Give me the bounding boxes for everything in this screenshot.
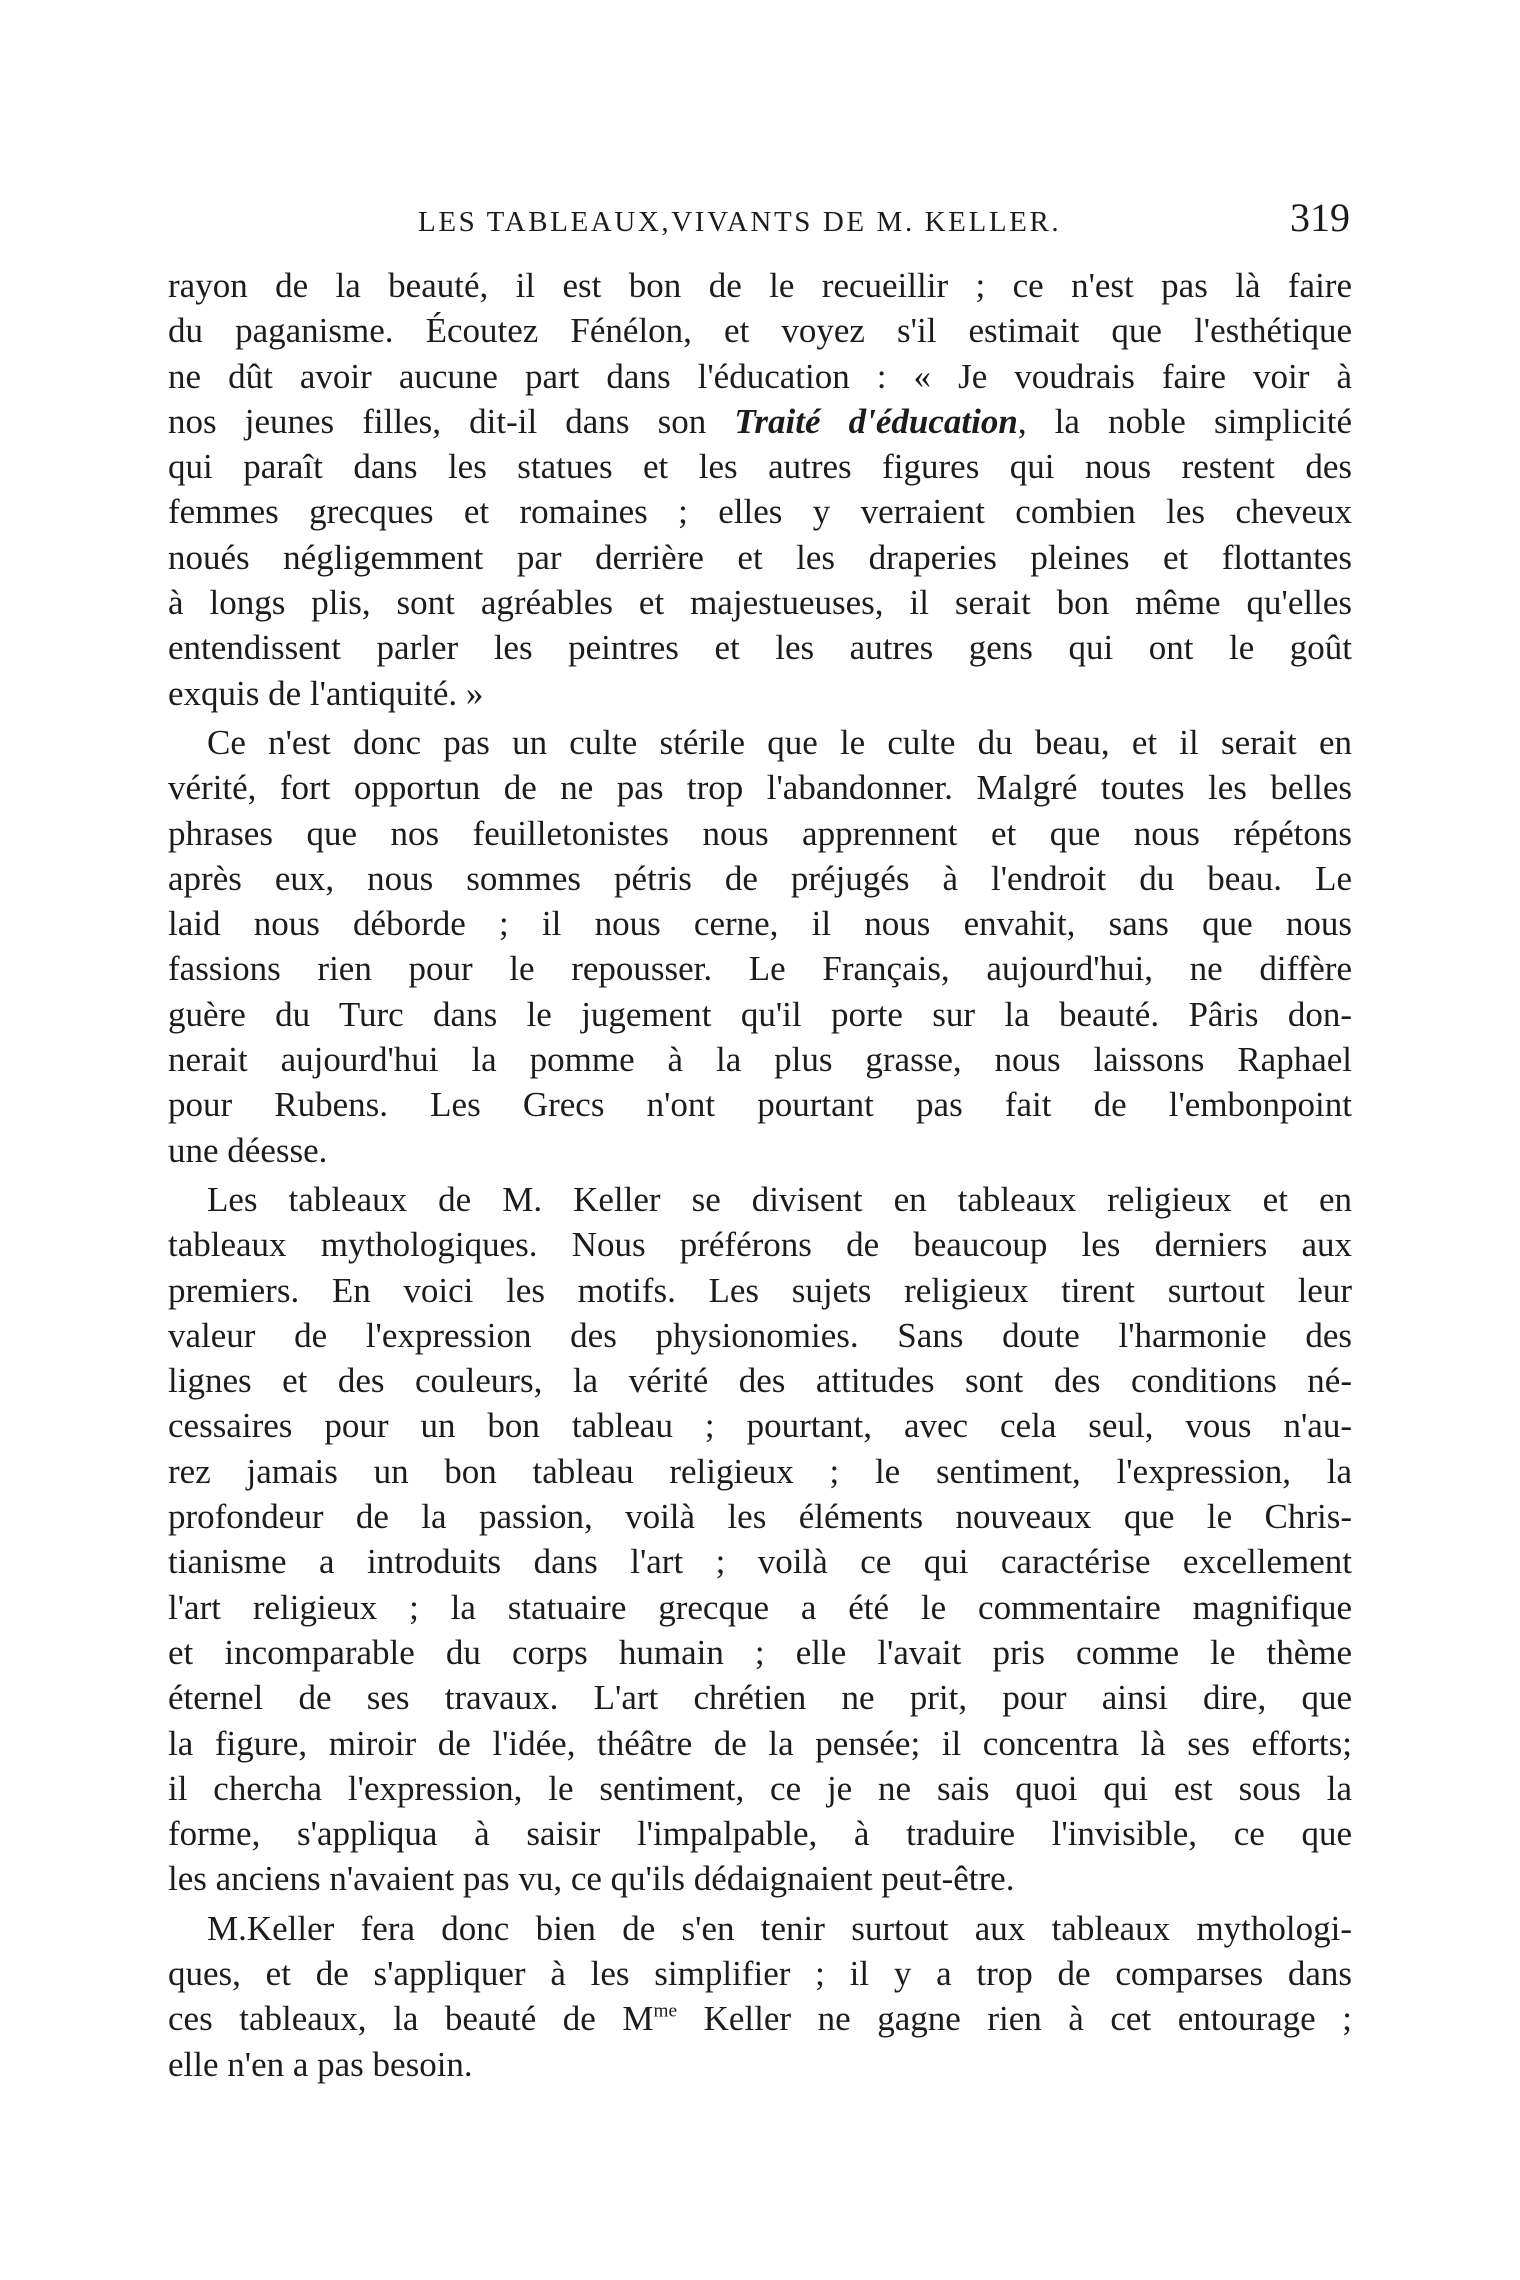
text-line: rayon de la beauté, il est bon de le recueillir ; ce n'est pas là faire xyxy=(168,266,1352,305)
text-line: profondeur de la passion, voilà les éléments nouveaux que le Chris- xyxy=(168,1497,1352,1537)
text-segment: , la noble simplicité xyxy=(1017,401,1352,441)
text-line: ne dût avoir aucune part dans l'éducation : « Je voudrais faire voir à xyxy=(168,356,1352,396)
paragraph xyxy=(168,263,1352,716)
text-line xyxy=(168,399,1352,444)
text-line: les anciens n'avaient pas vu, ce qu'ils dédaignaient peut-être. xyxy=(168,1859,1015,1899)
text-line: il chercha l'expression, le sentiment, ce je ne sais quoi qui est sous la xyxy=(168,1768,1352,1808)
text-line: premiers. En voici les motifs. Les sujets religieux tirent surtout leur xyxy=(168,1270,1352,1310)
page-number: 319 xyxy=(1290,195,1350,240)
text-line: laid nous déborde ; il nous cerne, il nous envahit, sans que nous xyxy=(168,904,1352,944)
text-line: du paganisme. Écoutez Fénélon, et voyez s'il estimait que l'esthétique xyxy=(168,311,1352,351)
text-line: à longs plis, sont agréables et majestueuses, il serait bon même qu'elles xyxy=(168,583,1352,623)
text-line: et incomparable du corps humain ; elle l'avait pris comme le thème xyxy=(168,1632,1352,1672)
text-line: rez jamais un bon tableau religieux ; le sentiment, l'expression, la xyxy=(168,1451,1352,1491)
superscript: me xyxy=(653,2000,678,2022)
text-line: la figure, miroir de l'idée, théâtre de la pensée; il concentra là ses efforts; xyxy=(168,1723,1352,1763)
text-line: femmes grecques et romaines ; elles y verraient combien les cheveux xyxy=(168,492,1352,532)
text-line: tianisme a introduits dans l'art ; voilà ce qui caractérise excellement xyxy=(168,1542,1352,1582)
text-line: M.Keller fera donc bien de s'en tenir surtout aux tableaux mythologi- xyxy=(207,1908,1352,1948)
paragraph xyxy=(168,1906,1352,2087)
text-line: noués négligemment par derrière et les draperies pleines et flottantes xyxy=(168,537,1352,577)
text-line: tableaux mythologiques. Nous préférons de beaucoup les derniers aux xyxy=(168,1225,1352,1265)
text-segment: ces tableaux, la beauté de M xyxy=(168,1999,654,2039)
text-segment: Keller ne gagne rien à cet entourage ; xyxy=(677,1999,1352,2039)
text-segment: nos jeunes filles, dit-il dans son xyxy=(168,401,735,441)
text-line: valeur de l'expression des physionomies. Sans doute l'harmonie des xyxy=(168,1315,1352,1355)
running-head xyxy=(168,195,1352,248)
text-line: pour Rubens. Les Grecs n'ont pourtant pas fait de l'embonpoint xyxy=(168,1085,1352,1125)
text-line: après eux, nous sommes pétris de préjugés à l'endroit du beau. Le xyxy=(168,858,1352,898)
text-line: exquis de l'antiquité. » xyxy=(168,673,484,713)
text-line: Ce n'est donc pas un culte stérile que le culte du beau, et il serait en xyxy=(207,722,1352,762)
text-line: qui paraît dans les statues et les autres figures qui nous restent des xyxy=(168,447,1352,487)
text-line: ques, et de s'appliquer à les simplifier ; il y a trop de comparses dans xyxy=(168,1953,1352,1993)
text-line: forme, s'appliqua à saisir l'impalpable, à traduire l'invisible, ce que xyxy=(168,1814,1352,1854)
running-title: LES TABLEAUX,VIVANTS DE M. KELLER. xyxy=(418,206,1062,238)
paragraph xyxy=(168,1177,1352,1902)
text-line: Les tableaux de M. Keller se divisent en tableaux religieux et en xyxy=(207,1179,1352,1219)
text-line: fassions rien pour le repousser. Le Français, aujourd'hui, ne diffère xyxy=(168,949,1352,989)
text-line: vérité, fort opportun de ne pas trop l'abandonner. Malgré toutes les belles xyxy=(168,768,1352,808)
text-line: nerait aujourd'hui la pomme à la plus grasse, nous laissons Raphael xyxy=(168,1040,1352,1080)
text-line: phrases que nos feuilletonistes nous apprennent et que nous répétons xyxy=(168,813,1352,853)
text-line: éternel de ses travaux. L'art chrétien ne prit, pour ainsi dire, que xyxy=(168,1678,1352,1718)
body-text xyxy=(168,263,1352,2087)
text-line xyxy=(168,1996,1352,2041)
text-line: l'art religieux ; la statuaire grecque a été le commentaire magnifique xyxy=(168,1587,1352,1627)
book-title: Traité d'éducation xyxy=(734,401,1018,441)
paragraph xyxy=(168,720,1352,1173)
text-line: elle n'en a pas besoin. xyxy=(168,2044,473,2084)
text-line: lignes et des couleurs, la vérité des attitudes sont des conditions né- xyxy=(168,1361,1352,1401)
text-line: guère du Turc dans le jugement qu'il porte sur la beauté. Pâris don- xyxy=(168,994,1352,1034)
text-line: entendissent parler les peintres et les autres gens qui ont le goût xyxy=(168,628,1352,668)
text-line: cessaires pour un bon tableau ; pourtant, avec cela seul, vous n'au- xyxy=(168,1406,1352,1446)
text-line: une déesse. xyxy=(168,1130,328,1170)
